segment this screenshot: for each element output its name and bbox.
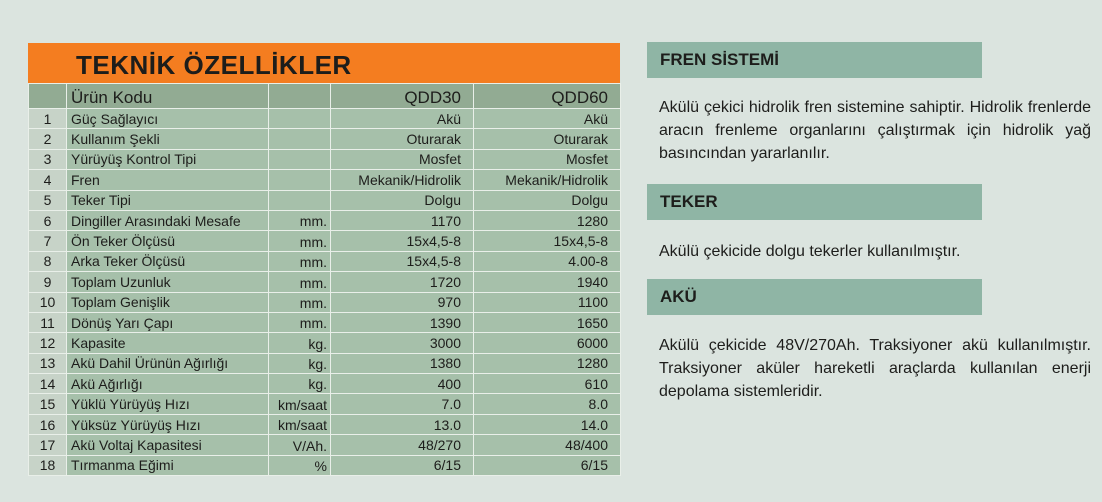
row-unit — [269, 109, 331, 129]
aku-section-text: Akülü çekicide 48V/270Ah. Traksiyoner akü kullanılmıştır. Traksiyoner aküler hareketli araçlarda kullanılan enerji depolama sistemleridir. — [659, 337, 1091, 400]
fren-section-text: Akülü çekici hidrolik fren sistemine sahiptir. Hidrolik frenlerde aracın frenleme organlarını çalıştırmak için hidrolik yağ basıncından yararlanılır. — [659, 99, 1091, 162]
row-value-qdd60: Akü — [474, 109, 621, 129]
row-property-name: Tırmanma Eğimi — [67, 455, 269, 475]
row-value-qdd60: 8.0 — [474, 394, 621, 414]
row-property-name: Akü Dahil Ürünün Ağırlığı — [67, 353, 269, 373]
row-value-qdd30: Mosfet — [331, 149, 474, 169]
row-value-qdd60: 6000 — [474, 333, 621, 353]
spec-table-row — [29, 292, 621, 312]
row-number: 12 — [29, 333, 67, 353]
row-value-qdd60: 1280 — [474, 353, 621, 373]
row-property-name: Fren — [67, 170, 269, 190]
teker-section-heading — [647, 184, 982, 220]
row-value-qdd60: 610 — [474, 374, 621, 394]
row-value-qdd60: 4.00-8 — [474, 251, 621, 271]
row-value-qdd30: 1390 — [331, 312, 474, 332]
row-number: 9 — [29, 272, 67, 292]
row-number: 11 — [29, 312, 67, 332]
row-value-qdd60: Mosfet — [474, 149, 621, 169]
row-value-qdd30: Akü — [331, 109, 474, 129]
spec-table-row — [29, 251, 621, 271]
teker-section-text: Akülü çekicide dolgu tekerler kullanılmıştır. — [659, 243, 961, 260]
row-value-qdd30: 1170 — [331, 210, 474, 230]
spec-table-row — [29, 170, 621, 190]
row-value-qdd60: Dolgu — [474, 190, 621, 210]
spec-table-row — [29, 190, 621, 210]
spec-table-row — [29, 149, 621, 169]
row-number: 18 — [29, 455, 67, 475]
aku-section-heading — [647, 279, 982, 315]
fren-section-heading — [647, 42, 982, 78]
header-model-qdd30: QDD30 — [331, 84, 474, 109]
teker-heading-text: TEKER — [660, 192, 718, 211]
row-value-qdd30: 15x4,5-8 — [331, 251, 474, 271]
header-label: Ürün Kodu — [67, 84, 269, 109]
header-number-cell — [29, 84, 67, 109]
spec-table-row — [29, 435, 621, 455]
row-number: 1 — [29, 109, 67, 129]
row-property-name: Kullanım Şekli — [67, 129, 269, 149]
spec-title: TEKNİK ÖZELLİKLER — [76, 50, 352, 80]
row-property-name: Teker Tipi — [67, 190, 269, 210]
spec-table-row — [29, 312, 621, 332]
row-unit: km/saat — [269, 414, 331, 434]
row-unit: mm. — [269, 231, 331, 251]
header-model-qdd60: QDD60 — [474, 84, 621, 109]
spec-table-header — [29, 84, 621, 109]
row-unit: kg. — [269, 333, 331, 353]
row-unit: mm. — [269, 312, 331, 332]
spec-table — [28, 83, 621, 476]
row-value-qdd30: Mekanik/Hidrolik — [331, 170, 474, 190]
row-value-qdd60: 1280 — [474, 210, 621, 230]
row-number: 13 — [29, 353, 67, 373]
row-unit — [269, 129, 331, 149]
row-unit: mm. — [269, 251, 331, 271]
row-property-name: Akü Ağırlığı — [67, 374, 269, 394]
spec-panel — [28, 43, 620, 476]
row-value-qdd60: 1100 — [474, 292, 621, 312]
row-value-qdd60: 1940 — [474, 272, 621, 292]
spec-table-row — [29, 109, 621, 129]
row-unit: mm. — [269, 210, 331, 230]
spec-table-row — [29, 272, 621, 292]
row-number: 17 — [29, 435, 67, 455]
row-property-name: Yüklü Yürüyüş Hızı — [67, 394, 269, 414]
row-value-qdd30: 400 — [331, 374, 474, 394]
aku-heading-text: AKÜ — [660, 287, 697, 306]
spec-table-row — [29, 333, 621, 353]
row-value-qdd30: 13.0 — [331, 414, 474, 434]
row-unit: kg. — [269, 374, 331, 394]
row-value-qdd30: 6/15 — [331, 455, 474, 475]
row-value-qdd60: 1650 — [474, 312, 621, 332]
row-number: 15 — [29, 394, 67, 414]
spec-table-row — [29, 374, 621, 394]
spec-table-row — [29, 394, 621, 414]
spec-table-row — [29, 210, 621, 230]
row-property-name: Dönüş Yarı Çapı — [67, 312, 269, 332]
row-unit — [269, 149, 331, 169]
row-value-qdd30: 3000 — [331, 333, 474, 353]
row-property-name: Akü Voltaj Kapasitesi — [67, 435, 269, 455]
spec-table-row — [29, 455, 621, 475]
row-unit — [269, 170, 331, 190]
row-number: 4 — [29, 170, 67, 190]
spec-table-row — [29, 353, 621, 373]
row-unit: kg. — [269, 353, 331, 373]
row-value-qdd60: Mekanik/Hidrolik — [474, 170, 621, 190]
row-number: 6 — [29, 210, 67, 230]
spec-table-row — [29, 414, 621, 434]
row-property-name: Dingiller Arasındaki Mesafe — [67, 210, 269, 230]
row-number: 7 — [29, 231, 67, 251]
row-property-name: Güç Sağlayıcı — [67, 109, 269, 129]
row-value-qdd30: 970 — [331, 292, 474, 312]
row-number: 2 — [29, 129, 67, 149]
row-property-name: Toplam Uzunluk — [67, 272, 269, 292]
row-unit: mm. — [269, 292, 331, 312]
row-value-qdd60: 6/15 — [474, 455, 621, 475]
row-value-qdd60: 48/400 — [474, 435, 621, 455]
row-value-qdd30: Dolgu — [331, 190, 474, 210]
row-unit: mm. — [269, 272, 331, 292]
row-property-name: Toplam Genişlik — [67, 292, 269, 312]
header-unit-cell — [269, 84, 331, 109]
row-property-name: Yürüyüş Kontrol Tipi — [67, 149, 269, 169]
row-unit: % — [269, 455, 331, 475]
row-value-qdd30: 1380 — [331, 353, 474, 373]
spec-title-bar — [28, 43, 620, 83]
row-value-qdd30: Oturarak — [331, 129, 474, 149]
row-value-qdd60: 14.0 — [474, 414, 621, 434]
spec-table-row — [29, 231, 621, 251]
row-unit — [269, 190, 331, 210]
row-number: 14 — [29, 374, 67, 394]
fren-heading-text: FREN SİSTEMİ — [660, 50, 780, 69]
row-number: 10 — [29, 292, 67, 312]
row-property-name: Ön Teker Ölçüsü — [67, 231, 269, 251]
row-unit: km/saat — [269, 394, 331, 414]
row-value-qdd30: 15x4,5-8 — [331, 231, 474, 251]
row-number: 5 — [29, 190, 67, 210]
row-property-name: Yüksüz Yürüyüş Hızı — [67, 414, 269, 434]
row-number: 16 — [29, 414, 67, 434]
row-number: 8 — [29, 251, 67, 271]
row-value-qdd30: 48/270 — [331, 435, 474, 455]
row-property-name: Kapasite — [67, 333, 269, 353]
spec-table-row — [29, 129, 621, 149]
row-value-qdd30: 1720 — [331, 272, 474, 292]
row-value-qdd60: Oturarak — [474, 129, 621, 149]
row-value-qdd60: 15x4,5-8 — [474, 231, 621, 251]
row-number: 3 — [29, 149, 67, 169]
row-unit: V/Ah. — [269, 435, 331, 455]
row-property-name: Arka Teker Ölçüsü — [67, 251, 269, 271]
row-value-qdd30: 7.0 — [331, 394, 474, 414]
